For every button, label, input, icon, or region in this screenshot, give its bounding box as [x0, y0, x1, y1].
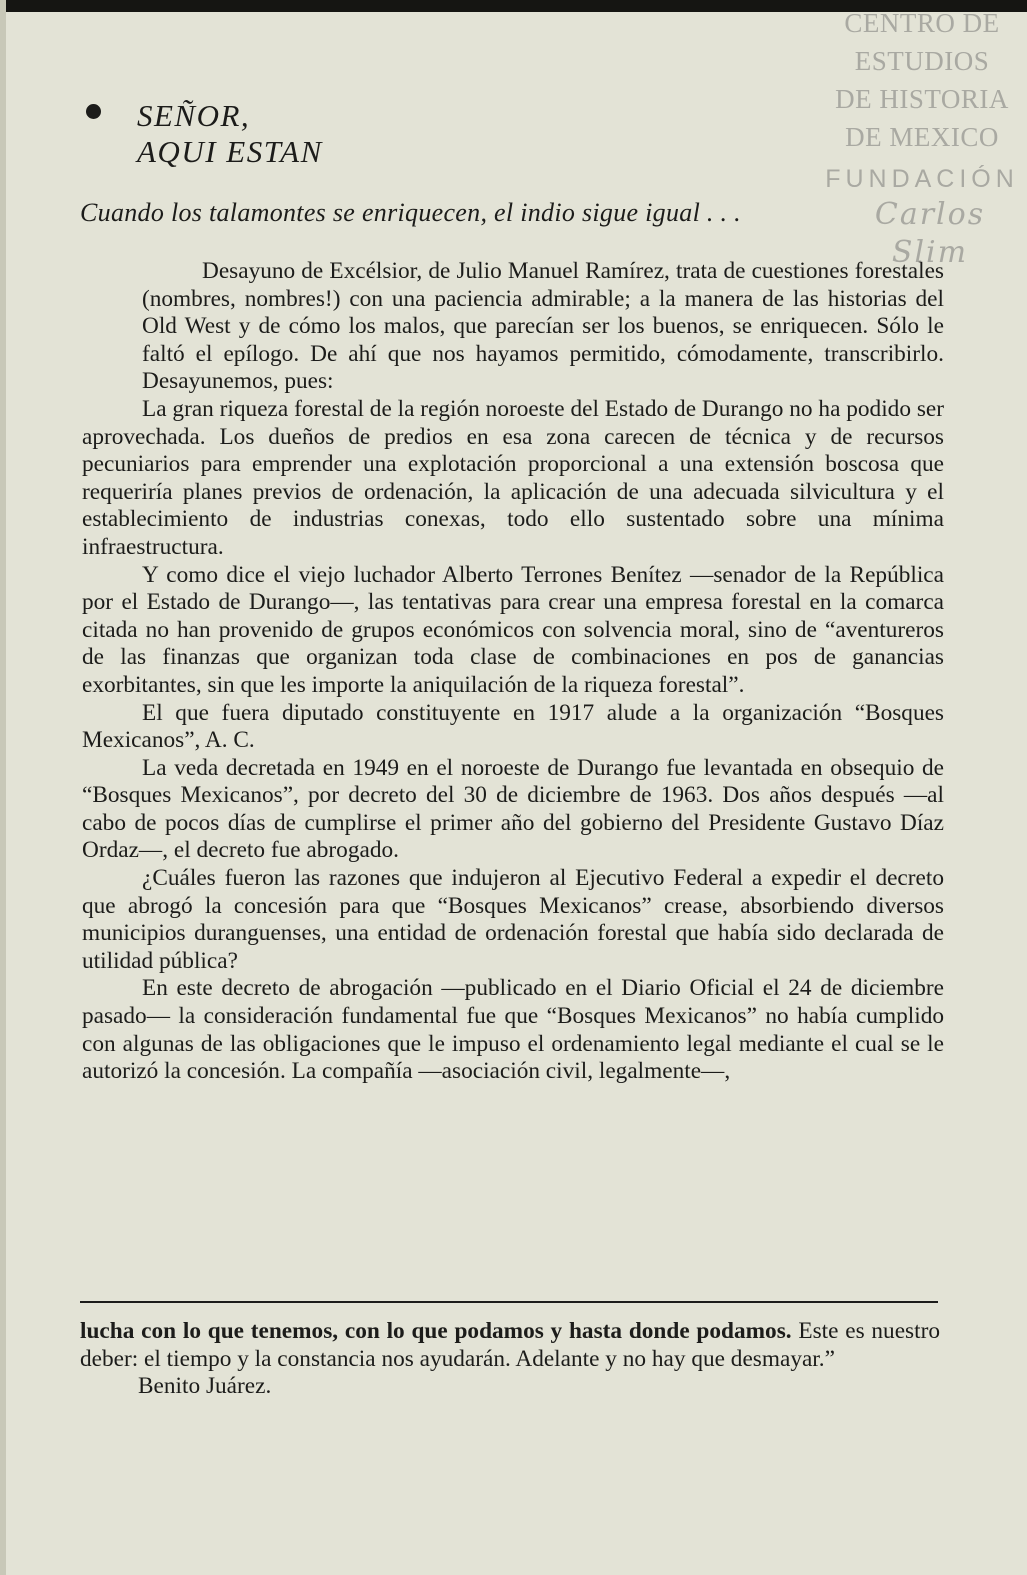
quote-bold: lucha con lo que tenemos, con lo que podamos y hasta donde podamos. — [80, 1318, 792, 1344]
watermark-line-4: DE MEXICO — [845, 122, 999, 152]
paragraph: La veda decretada en 1949 en el noroeste de Durango fue levantada en obsequio de “Bosques Mexicanos”, por decreto del 30 de diciembre de 1963. Dos años después —al cabo de pocos días de cumplirse el primer año del gobierno del Presidente Gustavo Díaz Ordaz—, el decreto fue abrogado. — [82, 754, 944, 864]
watermark-signature: Carlos Slim — [874, 197, 986, 270]
article-body — [82, 258, 944, 1086]
quote-text — [80, 1318, 940, 1373]
article-heading — [137, 98, 323, 170]
bullet-icon — [86, 104, 101, 119]
paragraph: El que fuera diputado constituyente en 1917 alude a la organización “Bosques Mexicanos”, A. C. — [82, 699, 944, 754]
paragraph: Desayuno de Excélsior, de Julio Manuel Ramírez, trata de cuestiones forestales (nombres, nombres!) con una paciencia admirable; a la manera de las historias del Old West y de cómo los malos, que parecían ser los buenos, se enriquecen. Sólo le faltó el epílogo. De ahí que nos hayamos permitido, cómodamente, transcribirlo. Desayunemos, pues: — [142, 258, 944, 395]
footer-divider — [80, 1301, 938, 1303]
paragraph: En este decreto de abrogación —publicado en el Diario Oficial el 24 de diciembre pasado— la consideración fundamental fue que “Bosques Mexicanos” no había cumplido con algunas de las obligaciones que le impuso el ordenamiento legal mediante el cual se le autorizó la concesión. La compañía —asociación civil, legalmente—, — [82, 975, 944, 1085]
scan-left-edge — [0, 0, 6, 1575]
quote-rest: Este es nuestro deber: el tiempo y la constancia nos ayudarán. Adelante y no hay que desmayar.” — [80, 1318, 940, 1372]
archive-watermark — [822, 4, 1022, 272]
watermark-line-3: DE HISTORIA — [835, 84, 1009, 114]
article-subtitle: Cuando los talamontes se enriquecen, el indio sigue igual . . . — [80, 198, 741, 227]
watermark-line-1: CENTRO DE — [844, 8, 1000, 38]
heading-line-1: SEÑOR, — [137, 98, 251, 133]
watermark-line-2: ESTUDIOS — [854, 46, 990, 76]
paragraph: La gran riqueza forestal de la región noroeste del Estado de Durango no ha podido ser aprovechada. Los dueños de predios en esa zona carecen de técnica y de recursos pecuniarios para emprender una explotación proporcional a una extensión boscosa que requeriría planes previos de ordenación, la aplicación de una adecuada silvicultura y el establecimiento de industrias conexas, todo ello sustentado sobre una mínima infraestructura. — [82, 395, 944, 560]
quote-signer: Benito Juárez. — [138, 1373, 272, 1399]
paragraph: ¿Cuáles fueron las razones que indujeron al Ejecutivo Federal a expedir el decreto que abrogó la concesión para que “Bosques Mexicanos” crease, absorbiendo diversos municipios duranguenses, una entidad de ordenación forestal que había sido declarada de utilidad pública? — [82, 865, 944, 974]
heading-line-2: AQUI ESTAN — [137, 134, 323, 169]
footer-quote — [80, 1318, 940, 1401]
watermark-foundation: FUNDACIÓN — [825, 165, 1019, 193]
paragraph: Y como dice el viejo luchador Alberto Terrones Benítez —senador de la República por el Estado de Durango—, las tentativas para crear una empresa forestal en la comarca citada no han provenido de grupos económicos con solvencia moral, sino de “aventureros de las finanzas que organizan toda clase de combinaciones en pos de ganancias exorbitantes, sin que les importe la aniquilación de la riqueza forestal”. — [82, 561, 944, 698]
